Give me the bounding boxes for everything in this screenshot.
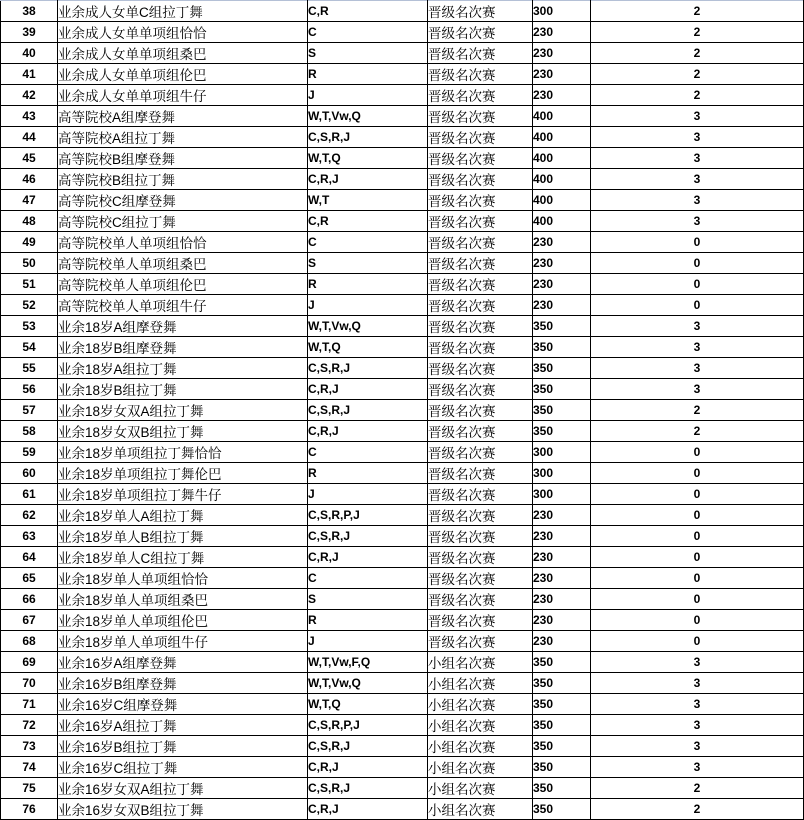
competition-type-cell[interactable]: 晋级名次赛 — [428, 106, 533, 127]
row-number-cell[interactable]: 63 — [1, 526, 58, 547]
table-row — [1, 463, 804, 484]
dances-cell[interactable]: C,R,J — [308, 421, 428, 442]
table-row — [1, 736, 804, 757]
table-row — [1, 652, 804, 673]
table-row — [1, 673, 804, 694]
competition-type-cell[interactable]: 晋级名次赛 — [428, 610, 533, 631]
row-number-cell[interactable]: 57 — [1, 400, 58, 421]
dances-cell[interactable]: C — [308, 22, 428, 43]
row-number-cell[interactable]: 47 — [1, 190, 58, 211]
fee-cell[interactable]: 230 — [533, 505, 591, 526]
event-name-cell[interactable]: 业余18岁B组拉丁舞 — [58, 379, 308, 400]
count-cell[interactable]: 2 — [591, 85, 804, 106]
count-cell[interactable]: 0 — [591, 547, 804, 568]
event-name-cell[interactable]: 业余18岁单人单项组桑巴 — [58, 589, 308, 610]
fee-cell[interactable]: 230 — [533, 631, 591, 652]
row-number-cell[interactable]: 67 — [1, 610, 58, 631]
competition-type-cell[interactable]: 晋级名次赛 — [428, 1, 533, 22]
table-row — [1, 505, 804, 526]
row-number-cell[interactable]: 54 — [1, 337, 58, 358]
count-cell[interactable]: 0 — [591, 568, 804, 589]
competition-type-cell[interactable]: 晋级名次赛 — [428, 442, 533, 463]
dances-cell[interactable]: C,S,R,J — [308, 127, 428, 148]
table-row — [1, 568, 804, 589]
table-row — [1, 757, 804, 778]
competition-type-cell[interactable]: 晋级名次赛 — [428, 232, 533, 253]
dances-cell[interactable]: W,T,Q — [308, 148, 428, 169]
row-number-cell[interactable]: 48 — [1, 211, 58, 232]
count-cell[interactable]: 3 — [591, 337, 804, 358]
fee-cell[interactable]: 400 — [533, 127, 591, 148]
dances-cell[interactable]: J — [308, 484, 428, 505]
row-number-cell[interactable]: 56 — [1, 379, 58, 400]
count-cell[interactable]: 0 — [591, 295, 804, 316]
count-cell[interactable]: 3 — [591, 169, 804, 190]
fee-cell[interactable]: 300 — [533, 442, 591, 463]
competition-type-cell[interactable]: 晋级名次赛 — [428, 547, 533, 568]
event-name-cell[interactable]: 业余成人女单单项组桑巴 — [58, 43, 308, 64]
dances-cell[interactable]: S — [308, 253, 428, 274]
count-cell[interactable]: 0 — [591, 484, 804, 505]
dances-cell[interactable]: C,S,R,P,J — [308, 715, 428, 736]
dances-cell[interactable]: C,R — [308, 1, 428, 22]
fee-cell[interactable]: 230 — [533, 64, 591, 85]
table-row — [1, 148, 804, 169]
competition-type-cell[interactable]: 小组名次赛 — [428, 778, 533, 799]
row-number-cell[interactable]: 55 — [1, 358, 58, 379]
row-number-cell[interactable]: 76 — [1, 799, 58, 820]
competition-type-cell[interactable]: 晋级名次赛 — [428, 22, 533, 43]
competition-type-cell[interactable]: 小组名次赛 — [428, 694, 533, 715]
event-name-cell[interactable]: 业余16岁C组拉丁舞 — [58, 757, 308, 778]
event-name-cell[interactable]: 高等院校C组拉丁舞 — [58, 211, 308, 232]
event-name-cell[interactable]: 业余18岁A组拉丁舞 — [58, 358, 308, 379]
row-number-cell[interactable]: 38 — [1, 1, 58, 22]
competition-type-cell[interactable]: 晋级名次赛 — [428, 169, 533, 190]
competition-type-cell[interactable]: 晋级名次赛 — [428, 295, 533, 316]
count-cell[interactable]: 3 — [591, 652, 804, 673]
row-number-cell[interactable]: 58 — [1, 421, 58, 442]
event-name-cell[interactable]: 业余成人女单单项组牛仔 — [58, 85, 308, 106]
competition-type-cell[interactable]: 晋级名次赛 — [428, 211, 533, 232]
dances-cell[interactable]: C,R,J — [308, 757, 428, 778]
competition-type-cell[interactable]: 晋级名次赛 — [428, 43, 533, 64]
event-name-cell[interactable]: 业余16岁B组摩登舞 — [58, 673, 308, 694]
fee-cell[interactable]: 230 — [533, 274, 591, 295]
table-row — [1, 85, 804, 106]
count-cell[interactable]: 2 — [591, 400, 804, 421]
fee-cell[interactable]: 230 — [533, 85, 591, 106]
competition-type-cell[interactable]: 晋级名次赛 — [428, 463, 533, 484]
dances-cell[interactable]: C,R,J — [308, 799, 428, 820]
competition-type-cell[interactable]: 晋级名次赛 — [428, 631, 533, 652]
count-cell[interactable]: 3 — [591, 148, 804, 169]
count-cell[interactable]: 2 — [591, 43, 804, 64]
dances-cell[interactable]: R — [308, 64, 428, 85]
fee-cell[interactable]: 350 — [533, 694, 591, 715]
fee-cell[interactable]: 230 — [533, 589, 591, 610]
table-row — [1, 43, 804, 64]
fee-cell[interactable]: 350 — [533, 652, 591, 673]
event-name-cell[interactable]: 高等院校单人单项组伦巴 — [58, 274, 308, 295]
fee-cell[interactable]: 350 — [533, 358, 591, 379]
count-cell[interactable]: 0 — [591, 631, 804, 652]
row-number-cell[interactable]: 45 — [1, 148, 58, 169]
competition-type-cell[interactable]: 小组名次赛 — [428, 757, 533, 778]
dances-cell[interactable]: S — [308, 43, 428, 64]
table-row — [1, 169, 804, 190]
table-row — [1, 547, 804, 568]
fee-cell[interactable]: 350 — [533, 799, 591, 820]
row-number-cell[interactable]: 46 — [1, 169, 58, 190]
row-number-cell[interactable]: 59 — [1, 442, 58, 463]
row-number-cell[interactable]: 50 — [1, 253, 58, 274]
row-number-cell[interactable]: 49 — [1, 232, 58, 253]
dances-cell[interactable]: C,R,J — [308, 169, 428, 190]
table-row — [1, 274, 804, 295]
spreadsheet-body — [1, 1, 804, 820]
fee-cell[interactable]: 350 — [533, 778, 591, 799]
competition-type-cell[interactable]: 晋级名次赛 — [428, 379, 533, 400]
fee-cell[interactable]: 230 — [533, 232, 591, 253]
fee-cell[interactable]: 230 — [533, 568, 591, 589]
row-number-cell[interactable]: 69 — [1, 652, 58, 673]
event-name-cell[interactable]: 业余16岁A组摩登舞 — [58, 652, 308, 673]
dances-cell[interactable]: C,R,J — [308, 379, 428, 400]
count-cell[interactable]: 3 — [591, 190, 804, 211]
row-number-cell[interactable]: 74 — [1, 757, 58, 778]
dances-cell[interactable]: C,R — [308, 211, 428, 232]
event-name-cell[interactable]: 业余16岁女双A组拉丁舞 — [58, 778, 308, 799]
dances-cell[interactable]: C,S,R,J — [308, 400, 428, 421]
competition-type-cell[interactable]: 晋级名次赛 — [428, 526, 533, 547]
table-row — [1, 484, 804, 505]
row-number-cell[interactable]: 66 — [1, 589, 58, 610]
count-cell[interactable]: 0 — [591, 463, 804, 484]
table-row — [1, 694, 804, 715]
count-cell[interactable]: 2 — [591, 799, 804, 820]
competition-type-cell[interactable]: 晋级名次赛 — [428, 64, 533, 85]
count-cell[interactable]: 3 — [591, 757, 804, 778]
event-name-cell[interactable]: 高等院校单人单项组桑巴 — [58, 253, 308, 274]
row-number-cell[interactable]: 64 — [1, 547, 58, 568]
fee-cell[interactable]: 230 — [533, 610, 591, 631]
count-cell[interactable]: 0 — [591, 253, 804, 274]
table-row — [1, 1, 804, 22]
event-name-cell[interactable]: 高等院校B组摩登舞 — [58, 148, 308, 169]
table-row — [1, 610, 804, 631]
fee-cell[interactable]: 400 — [533, 190, 591, 211]
competition-type-cell[interactable]: 晋级名次赛 — [428, 127, 533, 148]
fee-cell[interactable]: 230 — [533, 22, 591, 43]
competition-type-cell[interactable]: 晋级名次赛 — [428, 589, 533, 610]
event-name-cell[interactable]: 高等院校B组拉丁舞 — [58, 169, 308, 190]
count-cell[interactable]: 3 — [591, 694, 804, 715]
event-name-cell[interactable]: 业余18岁女双B组拉丁舞 — [58, 421, 308, 442]
fee-cell[interactable]: 350 — [533, 715, 591, 736]
competition-type-cell[interactable]: 小组名次赛 — [428, 799, 533, 820]
dances-cell[interactable]: C,S,R,J — [308, 358, 428, 379]
dances-cell[interactable]: W,T,Q — [308, 337, 428, 358]
event-name-cell[interactable]: 业余成人女单单项组恰恰 — [58, 22, 308, 43]
event-name-cell[interactable]: 高等院校C组摩登舞 — [58, 190, 308, 211]
event-name-cell[interactable]: 业余18岁女双A组拉丁舞 — [58, 400, 308, 421]
fee-cell[interactable]: 350 — [533, 379, 591, 400]
table-row — [1, 379, 804, 400]
table-row — [1, 337, 804, 358]
row-number-cell[interactable]: 41 — [1, 64, 58, 85]
event-name-cell[interactable]: 高等院校A组拉丁舞 — [58, 127, 308, 148]
dances-cell[interactable]: C,S,R,J — [308, 526, 428, 547]
row-number-cell[interactable]: 52 — [1, 295, 58, 316]
row-number-cell[interactable]: 68 — [1, 631, 58, 652]
count-cell[interactable]: 3 — [591, 106, 804, 127]
count-cell[interactable]: 3 — [591, 316, 804, 337]
table-row — [1, 778, 804, 799]
fee-cell[interactable]: 400 — [533, 211, 591, 232]
competition-type-cell[interactable]: 小组名次赛 — [428, 652, 533, 673]
count-cell[interactable]: 0 — [591, 442, 804, 463]
count-cell[interactable]: 0 — [591, 274, 804, 295]
fee-cell[interactable]: 300 — [533, 463, 591, 484]
event-name-cell[interactable]: 业余18岁A组摩登舞 — [58, 316, 308, 337]
dances-cell[interactable]: S — [308, 589, 428, 610]
row-number-cell[interactable]: 70 — [1, 673, 58, 694]
event-name-cell[interactable]: 高等院校单人单项组牛仔 — [58, 295, 308, 316]
row-number-cell[interactable]: 72 — [1, 715, 58, 736]
row-number-cell[interactable]: 43 — [1, 106, 58, 127]
table-row — [1, 400, 804, 421]
count-cell[interactable]: 3 — [591, 379, 804, 400]
fee-cell[interactable]: 300 — [533, 1, 591, 22]
table-row — [1, 190, 804, 211]
fee-cell[interactable]: 230 — [533, 547, 591, 568]
event-name-cell[interactable]: 业余18岁单人单项组牛仔 — [58, 631, 308, 652]
dances-cell[interactable]: R — [308, 463, 428, 484]
table-row — [1, 442, 804, 463]
fee-cell[interactable]: 350 — [533, 736, 591, 757]
count-cell[interactable]: 2 — [591, 64, 804, 85]
fee-cell[interactable]: 230 — [533, 526, 591, 547]
count-cell[interactable]: 0 — [591, 232, 804, 253]
event-name-cell[interactable]: 业余18岁单项组拉丁舞牛仔 — [58, 484, 308, 505]
fee-cell[interactable]: 230 — [533, 295, 591, 316]
row-number-cell[interactable]: 71 — [1, 694, 58, 715]
dances-cell[interactable]: W,T,Q — [308, 694, 428, 715]
competition-type-cell[interactable]: 小组名次赛 — [428, 673, 533, 694]
count-cell[interactable]: 3 — [591, 211, 804, 232]
row-number-cell[interactable]: 51 — [1, 274, 58, 295]
dances-cell[interactable]: C,S,R,P,J — [308, 505, 428, 526]
event-name-cell[interactable]: 高等院校A组摩登舞 — [58, 106, 308, 127]
dances-cell[interactable]: R — [308, 274, 428, 295]
count-cell[interactable]: 2 — [591, 1, 804, 22]
dances-cell[interactable]: R — [308, 610, 428, 631]
event-name-cell[interactable]: 业余18岁单项组拉丁舞恰恰 — [58, 442, 308, 463]
row-number-cell[interactable]: 75 — [1, 778, 58, 799]
competition-type-cell[interactable]: 晋级名次赛 — [428, 148, 533, 169]
dances-cell[interactable]: W,T,Vw,F,Q — [308, 652, 428, 673]
competition-type-cell[interactable]: 晋级名次赛 — [428, 358, 533, 379]
event-name-cell[interactable]: 业余成人女单C组拉丁舞 — [58, 1, 308, 22]
competition-type-cell[interactable]: 晋级名次赛 — [428, 421, 533, 442]
table-row — [1, 211, 804, 232]
dances-cell[interactable]: J — [308, 85, 428, 106]
fee-cell[interactable]: 400 — [533, 169, 591, 190]
count-cell[interactable]: 3 — [591, 127, 804, 148]
dances-cell[interactable]: W,T,Vw,Q — [308, 106, 428, 127]
competition-type-cell[interactable]: 晋级名次赛 — [428, 190, 533, 211]
table-row — [1, 106, 804, 127]
count-cell[interactable]: 2 — [591, 778, 804, 799]
count-cell[interactable]: 3 — [591, 715, 804, 736]
dances-cell[interactable]: C,S,R,J — [308, 778, 428, 799]
row-number-cell[interactable]: 42 — [1, 85, 58, 106]
event-name-cell[interactable]: 业余18岁单人单项组伦巴 — [58, 610, 308, 631]
table-row — [1, 358, 804, 379]
table-row — [1, 316, 804, 337]
competition-type-cell[interactable]: 晋级名次赛 — [428, 568, 533, 589]
row-number-cell[interactable]: 60 — [1, 463, 58, 484]
dances-cell[interactable]: C,R,J — [308, 547, 428, 568]
table-row — [1, 715, 804, 736]
table-row — [1, 421, 804, 442]
competition-type-cell[interactable]: 晋级名次赛 — [428, 400, 533, 421]
fee-cell[interactable]: 350 — [533, 421, 591, 442]
event-name-cell[interactable]: 业余成人女单单项组伦巴 — [58, 64, 308, 85]
table-row — [1, 232, 804, 253]
competition-type-cell[interactable]: 小组名次赛 — [428, 736, 533, 757]
dances-cell[interactable]: J — [308, 631, 428, 652]
competition-type-cell[interactable]: 小组名次赛 — [428, 715, 533, 736]
count-cell[interactable]: 0 — [591, 610, 804, 631]
competition-type-cell[interactable]: 晋级名次赛 — [428, 253, 533, 274]
count-cell[interactable]: 3 — [591, 358, 804, 379]
event-name-cell[interactable]: 业余16岁女双B组拉丁舞 — [58, 799, 308, 820]
table-row — [1, 799, 804, 820]
table-row — [1, 526, 804, 547]
event-name-cell[interactable]: 业余18岁单项组拉丁舞伦巴 — [58, 463, 308, 484]
count-cell[interactable]: 0 — [591, 526, 804, 547]
competition-type-cell[interactable]: 晋级名次赛 — [428, 505, 533, 526]
fee-cell[interactable]: 230 — [533, 43, 591, 64]
count-cell[interactable]: 0 — [591, 505, 804, 526]
row-number-cell[interactable]: 44 — [1, 127, 58, 148]
table-row — [1, 295, 804, 316]
fee-cell[interactable]: 400 — [533, 106, 591, 127]
fee-cell[interactable]: 350 — [533, 757, 591, 778]
dances-cell[interactable]: C — [308, 232, 428, 253]
dances-cell[interactable]: W,T — [308, 190, 428, 211]
event-name-cell[interactable]: 业余18岁单人单项组恰恰 — [58, 568, 308, 589]
dances-cell[interactable]: W,T,Vw,Q — [308, 316, 428, 337]
row-number-cell[interactable]: 73 — [1, 736, 58, 757]
event-name-cell[interactable]: 业余18岁单人C组拉丁舞 — [58, 547, 308, 568]
dances-cell[interactable]: C,S,R,J — [308, 736, 428, 757]
row-number-cell[interactable]: 39 — [1, 22, 58, 43]
dances-cell[interactable]: C — [308, 568, 428, 589]
fee-cell[interactable]: 400 — [533, 148, 591, 169]
fee-cell[interactable]: 350 — [533, 337, 591, 358]
event-name-cell[interactable]: 业余16岁A组拉丁舞 — [58, 715, 308, 736]
dances-cell[interactable]: J — [308, 295, 428, 316]
row-number-cell[interactable]: 65 — [1, 568, 58, 589]
table-row — [1, 127, 804, 148]
row-number-cell[interactable]: 40 — [1, 43, 58, 64]
competition-type-cell[interactable]: 晋级名次赛 — [428, 274, 533, 295]
event-name-cell[interactable]: 业余18岁单人B组拉丁舞 — [58, 526, 308, 547]
row-number-cell[interactable]: 61 — [1, 484, 58, 505]
competition-type-cell[interactable]: 晋级名次赛 — [428, 85, 533, 106]
row-number-cell[interactable]: 62 — [1, 505, 58, 526]
competition-type-cell[interactable]: 晋级名次赛 — [428, 337, 533, 358]
competition-type-cell[interactable]: 晋级名次赛 — [428, 484, 533, 505]
dances-cell[interactable]: W,T,Vw,Q — [308, 673, 428, 694]
table-row — [1, 631, 804, 652]
fee-cell[interactable]: 230 — [533, 253, 591, 274]
dances-cell[interactable]: C — [308, 442, 428, 463]
event-name-cell[interactable]: 业余18岁单人A组拉丁舞 — [58, 505, 308, 526]
count-cell[interactable]: 3 — [591, 673, 804, 694]
event-name-cell[interactable]: 业余18岁B组摩登舞 — [58, 337, 308, 358]
count-cell[interactable]: 2 — [591, 421, 804, 442]
competition-type-cell[interactable]: 晋级名次赛 — [428, 316, 533, 337]
event-name-cell[interactable]: 业余16岁C组摩登舞 — [58, 694, 308, 715]
fee-cell[interactable]: 350 — [533, 400, 591, 421]
event-name-cell[interactable]: 业余16岁B组拉丁舞 — [58, 736, 308, 757]
count-cell[interactable]: 2 — [591, 22, 804, 43]
count-cell[interactable]: 0 — [591, 589, 804, 610]
fee-cell[interactable]: 350 — [533, 316, 591, 337]
table-row — [1, 589, 804, 610]
fee-cell[interactable]: 300 — [533, 484, 591, 505]
table-row — [1, 22, 804, 43]
count-cell[interactable]: 3 — [591, 736, 804, 757]
fee-cell[interactable]: 350 — [533, 673, 591, 694]
table-row — [1, 64, 804, 85]
table-row — [1, 253, 804, 274]
event-name-cell[interactable]: 高等院校单人单项组恰恰 — [58, 232, 308, 253]
row-number-cell[interactable]: 53 — [1, 316, 58, 337]
